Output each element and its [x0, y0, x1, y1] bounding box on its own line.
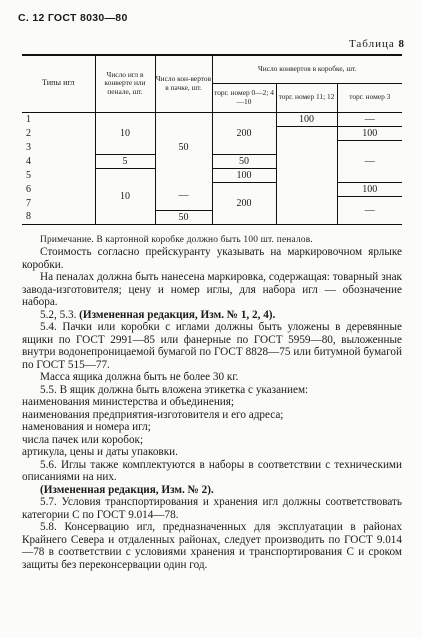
row-type: 8 — [26, 211, 31, 223]
page-header: С. 12 ГОСТ 8030—80 — [18, 12, 128, 24]
col-header-trade-no-0-10: торг. номер 0—2; 4—10 — [212, 83, 276, 112]
label-list-item: наименования предприятия-изготовителя и его адреса; — [22, 408, 284, 421]
row-type: 1 — [26, 113, 31, 125]
box-count-cell: — — [337, 140, 402, 182]
row-type: 3 — [26, 141, 31, 153]
row-type: 6 — [26, 183, 31, 195]
box-count-cell: 100 — [212, 168, 276, 182]
paragraph-box-mass: Масса ящика должна быть не более 30 кг. — [40, 371, 239, 383]
box-count-cell: 100 — [337, 126, 402, 140]
envelopes-per-pack-cell: 50 — [155, 210, 212, 224]
col-header-trade-no-3: торг. номер 3 — [337, 83, 402, 112]
amendment-note: (Измененная редакция, Изм. № 2). — [40, 483, 214, 496]
col-header-trade-no-11-12: торг. номер 11; 12 — [276, 83, 337, 112]
table-caption-number: 8 — [398, 38, 404, 50]
box-count-cell — [276, 126, 337, 224]
paragraph-5-6: 5.6. Иглы также комплектуются в наборы в соответствии с техническими описаниями на них. — [22, 458, 402, 483]
table-caption — [349, 38, 404, 50]
paragraph-5-5: 5.5. В ящик должна быть вложена этикетка с указанием: — [40, 383, 309, 396]
needles-per-case-cell: 10 — [95, 168, 155, 224]
needles-per-case-cell: 5 — [95, 154, 155, 168]
needle-packing-table — [22, 54, 402, 225]
label-list-item: наименования министерства и объединения; — [22, 396, 235, 408]
label-list-item: артикула, цены и даты упаковки. — [22, 446, 178, 458]
envelopes-per-pack-cell: 50 — [155, 112, 212, 182]
paragraph-5-2-5-3 — [22, 309, 402, 322]
paragraph-5-8: 5.8. Консервацию игл, предназначенных для эксплуатации в районах Крайнего Севера и отдаленных районах, следует производить по ГОСТ 9.014—78 в соответствии с условиями хранения и транспортирования С и сроком защиты без переконсервации один год. — [22, 521, 402, 571]
paragraph-5-4: 5.4. Пачки или коробки с иглами должны быть уложены в деревянные ящики по ГОСТ 2991—85 или фанерные по ГОСТ 5959—80, выложенные внутри водонепроницаемой бумагой по ГОСТ 8828—75 или битумной бумагой по ГОСТ 515—77. — [22, 321, 402, 371]
col-header-needles-per-case: Число игл в конверте или пенале, шт. — [95, 55, 155, 112]
row-type: 5 — [26, 169, 31, 181]
col-header-envelopes-per-pack: Число кон-вертов в пачке, шт. — [155, 55, 212, 112]
box-count-cell: 100 — [337, 182, 402, 196]
box-count-cell: — — [337, 112, 402, 126]
box-count-cell: — — [337, 196, 402, 224]
clause-number: 5.2, 5.3. — [40, 308, 77, 321]
table-caption-word: Таблица — [348, 38, 395, 50]
row-type: 4 — [26, 155, 31, 167]
table-note: Примечание. В картонной коробке должно быть 100 шт. пеналов. — [40, 235, 313, 245]
row-type: 7 — [26, 197, 31, 209]
paragraph-5-7: 5.7. Условия транспортирования и хранения игл должны соответствовать категории С по ГОСТ 9.014—78. — [22, 496, 402, 521]
amendment-note: (Измененная редакция, Изм. № 1, 2, 4). — [79, 308, 276, 321]
paragraph-marking: На пеналах должна быть нанесена маркировка, содержащая: товарный знак завода-изготовителя; цену и номер иглы, для набора игл — обозначение набора. — [22, 271, 402, 308]
label-list-item: наменования и номера игл; — [22, 421, 151, 433]
label-list-item: числа пачек или коробок; — [22, 433, 144, 446]
box-count-cell: 200 — [212, 112, 276, 154]
needles-per-case-cell: 10 — [95, 112, 155, 154]
col-header-envelopes-per-box: Число конвертов в коробке, шт. — [212, 55, 402, 83]
box-count-cell: 50 — [212, 154, 276, 168]
box-count-cell: 100 — [276, 112, 337, 126]
envelopes-per-pack-cell: — — [155, 182, 212, 210]
col-header-type: Типы игл — [22, 55, 95, 112]
row-type: 2 — [26, 127, 31, 139]
box-count-cell: 200 — [212, 182, 276, 224]
body-text — [22, 234, 402, 571]
paragraph-price: Стоимость согласно прейскуранту указывать на маркировочном ярлыке коробки. — [22, 246, 402, 271]
